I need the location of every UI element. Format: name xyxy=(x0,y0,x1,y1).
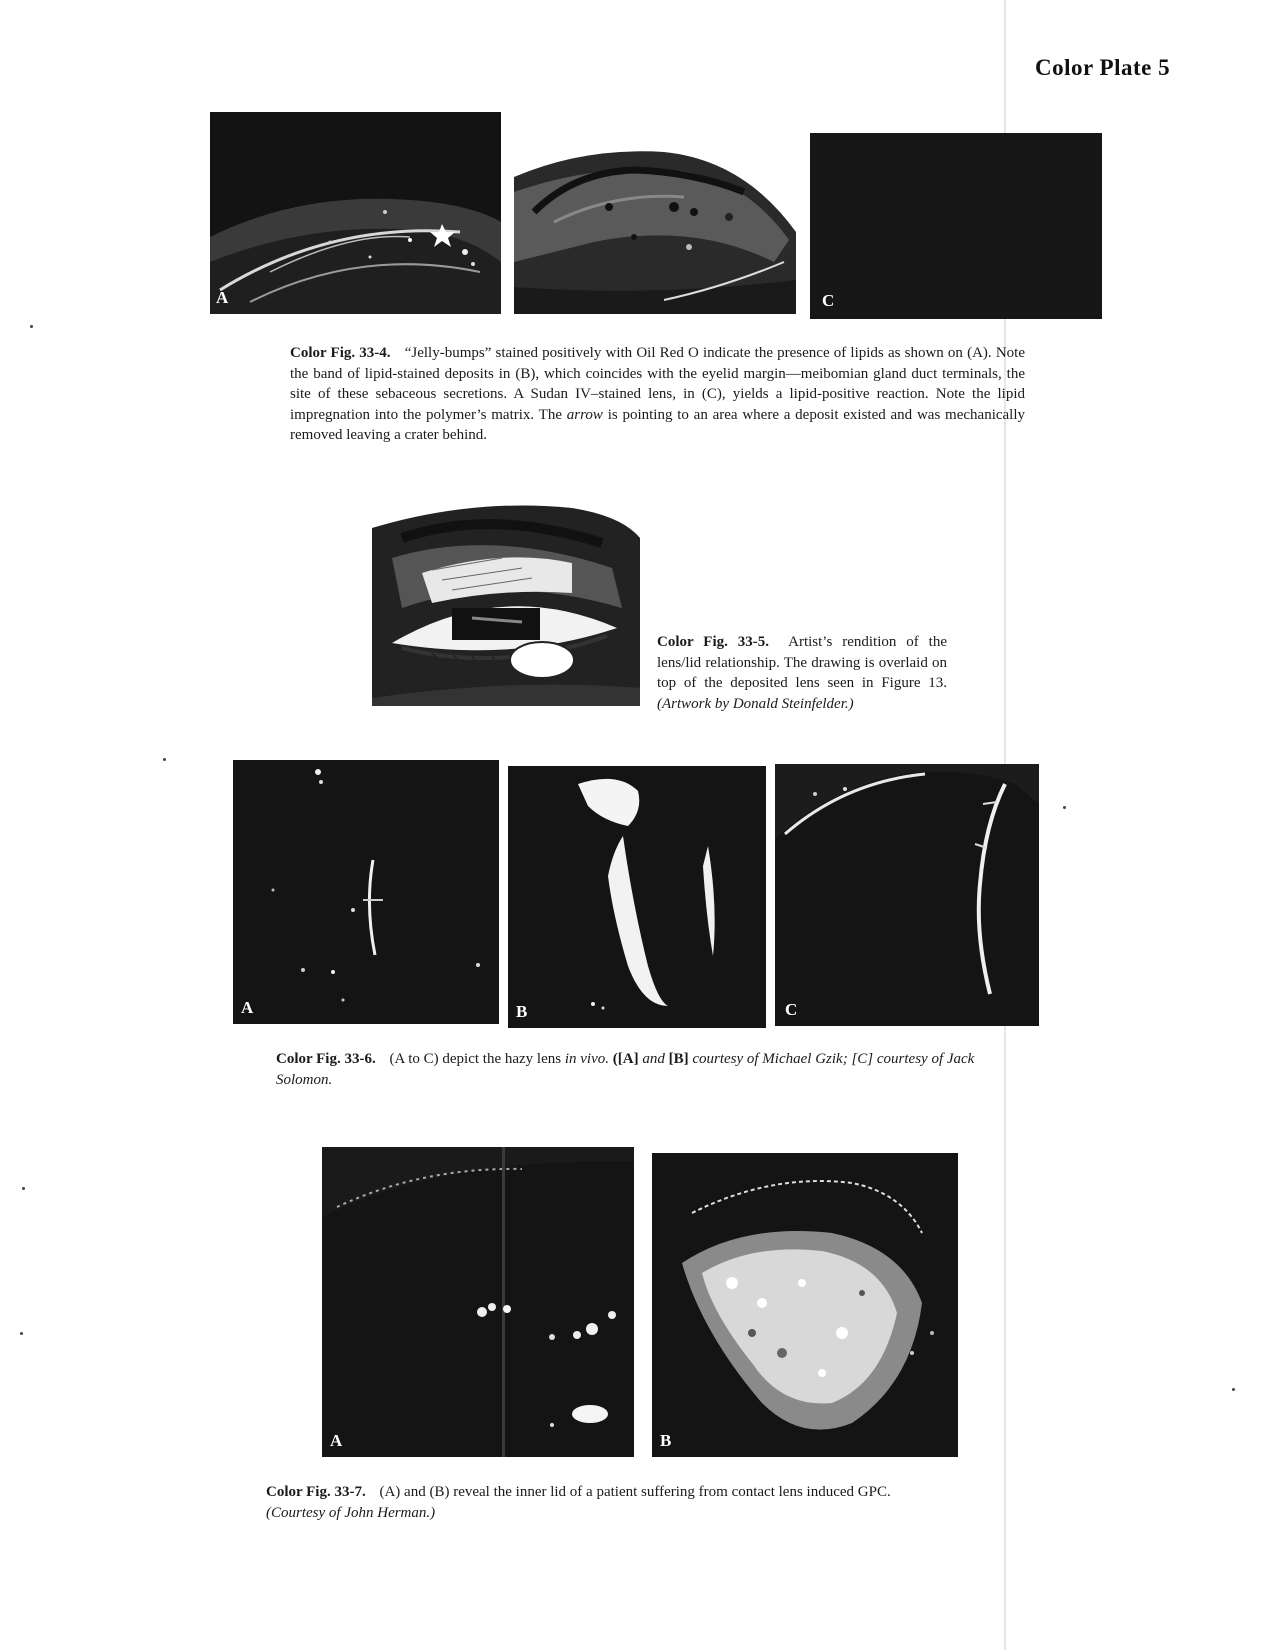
fig-33-5-credit: (Artwork by Donald Steinfelder.) xyxy=(657,695,854,712)
stray-mark xyxy=(1063,806,1066,809)
fig-33-6-photo-c xyxy=(775,764,1039,1026)
fig-33-6-credit-a: ([A] xyxy=(612,1051,639,1067)
stray-mark xyxy=(1232,1388,1235,1391)
fig-33-5-text: Artist’s rendition of the lens/lid relationship. The drawing is overlaid on top of the deposited lens seen in Figure 13. xyxy=(657,634,947,691)
fig-33-6-panel-b-label: B xyxy=(516,1002,528,1021)
fig-33-4-panel-a-label: A xyxy=(216,288,229,307)
fig-33-4-photo-a xyxy=(210,112,501,314)
fig-33-4-text-end: is pointing to an area where a deposit existed and was mechanically removed leaving a crater behind. xyxy=(290,406,1026,443)
fig-33-7-label: Color Fig. 33-7. xyxy=(266,1484,366,1500)
fig-33-5-caption xyxy=(657,632,947,714)
fig-33-7-text: (A) and (B) reveal the inner lid of a patient suffering from contact lens induced GPC. xyxy=(379,1484,891,1500)
fig-33-6-photo-a xyxy=(233,760,499,1024)
fig-33-4-panel-c-label: C xyxy=(822,291,835,310)
fig-33-4-caption xyxy=(290,343,1025,446)
fig-33-7-photo-a xyxy=(322,1147,634,1457)
plate-title: Color Plate 5 xyxy=(1035,55,1171,80)
fig-33-7-panel-a-label: A xyxy=(330,1431,343,1450)
fig-33-4-photo-c xyxy=(810,133,1102,319)
fig-33-6-credit-and: and xyxy=(642,1051,665,1067)
fig-33-6-caption xyxy=(276,1049,1006,1090)
stray-mark xyxy=(22,1187,25,1190)
fig-33-4-arrow-word: arrow xyxy=(566,406,603,423)
stray-mark xyxy=(163,758,166,761)
fig-33-5-label: Color Fig. 33-5. xyxy=(657,634,770,650)
fig-33-5-illustration xyxy=(372,498,640,706)
fig-33-7-panel-b-label: B xyxy=(660,1431,672,1450)
fig-33-6-panel-c-label: C xyxy=(785,1000,798,1019)
fig-33-4-photo-b xyxy=(514,112,796,314)
fig-33-7-credit: (Courtesy of John Herman.) xyxy=(266,1504,436,1521)
fig-33-7-photo-b xyxy=(652,1153,958,1457)
fig-33-6-credit-rest: courtesy of Michael Gzik; [C] courtesy of Jack Solomon. xyxy=(276,1051,975,1088)
fig-33-6-panel-a-label: A xyxy=(241,998,254,1017)
fig-33-6-photo-b xyxy=(508,766,766,1028)
fig-33-7-caption xyxy=(266,1482,1006,1523)
fig-33-6-in-vivo: in vivo. xyxy=(564,1051,609,1067)
fig-33-4-text: “Jelly-bumps” stained positively with Oil Red O indicate the presence of lipids as shown on (A). Note the band of lipid-stained deposits in (B), which coincides with the eyelid margin—meibomian gland duct terminals, the site of these sebaceous secretions. A Sudan IV–stained lens, in (C), yields a lipid-positive reaction. Note the lipid impregnation into the polymer’s matrix. The xyxy=(290,345,1025,423)
fig-33-6-label: Color Fig. 33-6. xyxy=(276,1051,376,1067)
stray-mark xyxy=(30,325,33,328)
fig-33-6-text: (A to C) depict the hazy lens xyxy=(389,1051,562,1067)
fig-33-4-label: Color Fig. 33-4. xyxy=(290,345,391,361)
fig-33-6-credit-b: [B] xyxy=(668,1051,689,1067)
stray-mark xyxy=(20,1332,23,1335)
